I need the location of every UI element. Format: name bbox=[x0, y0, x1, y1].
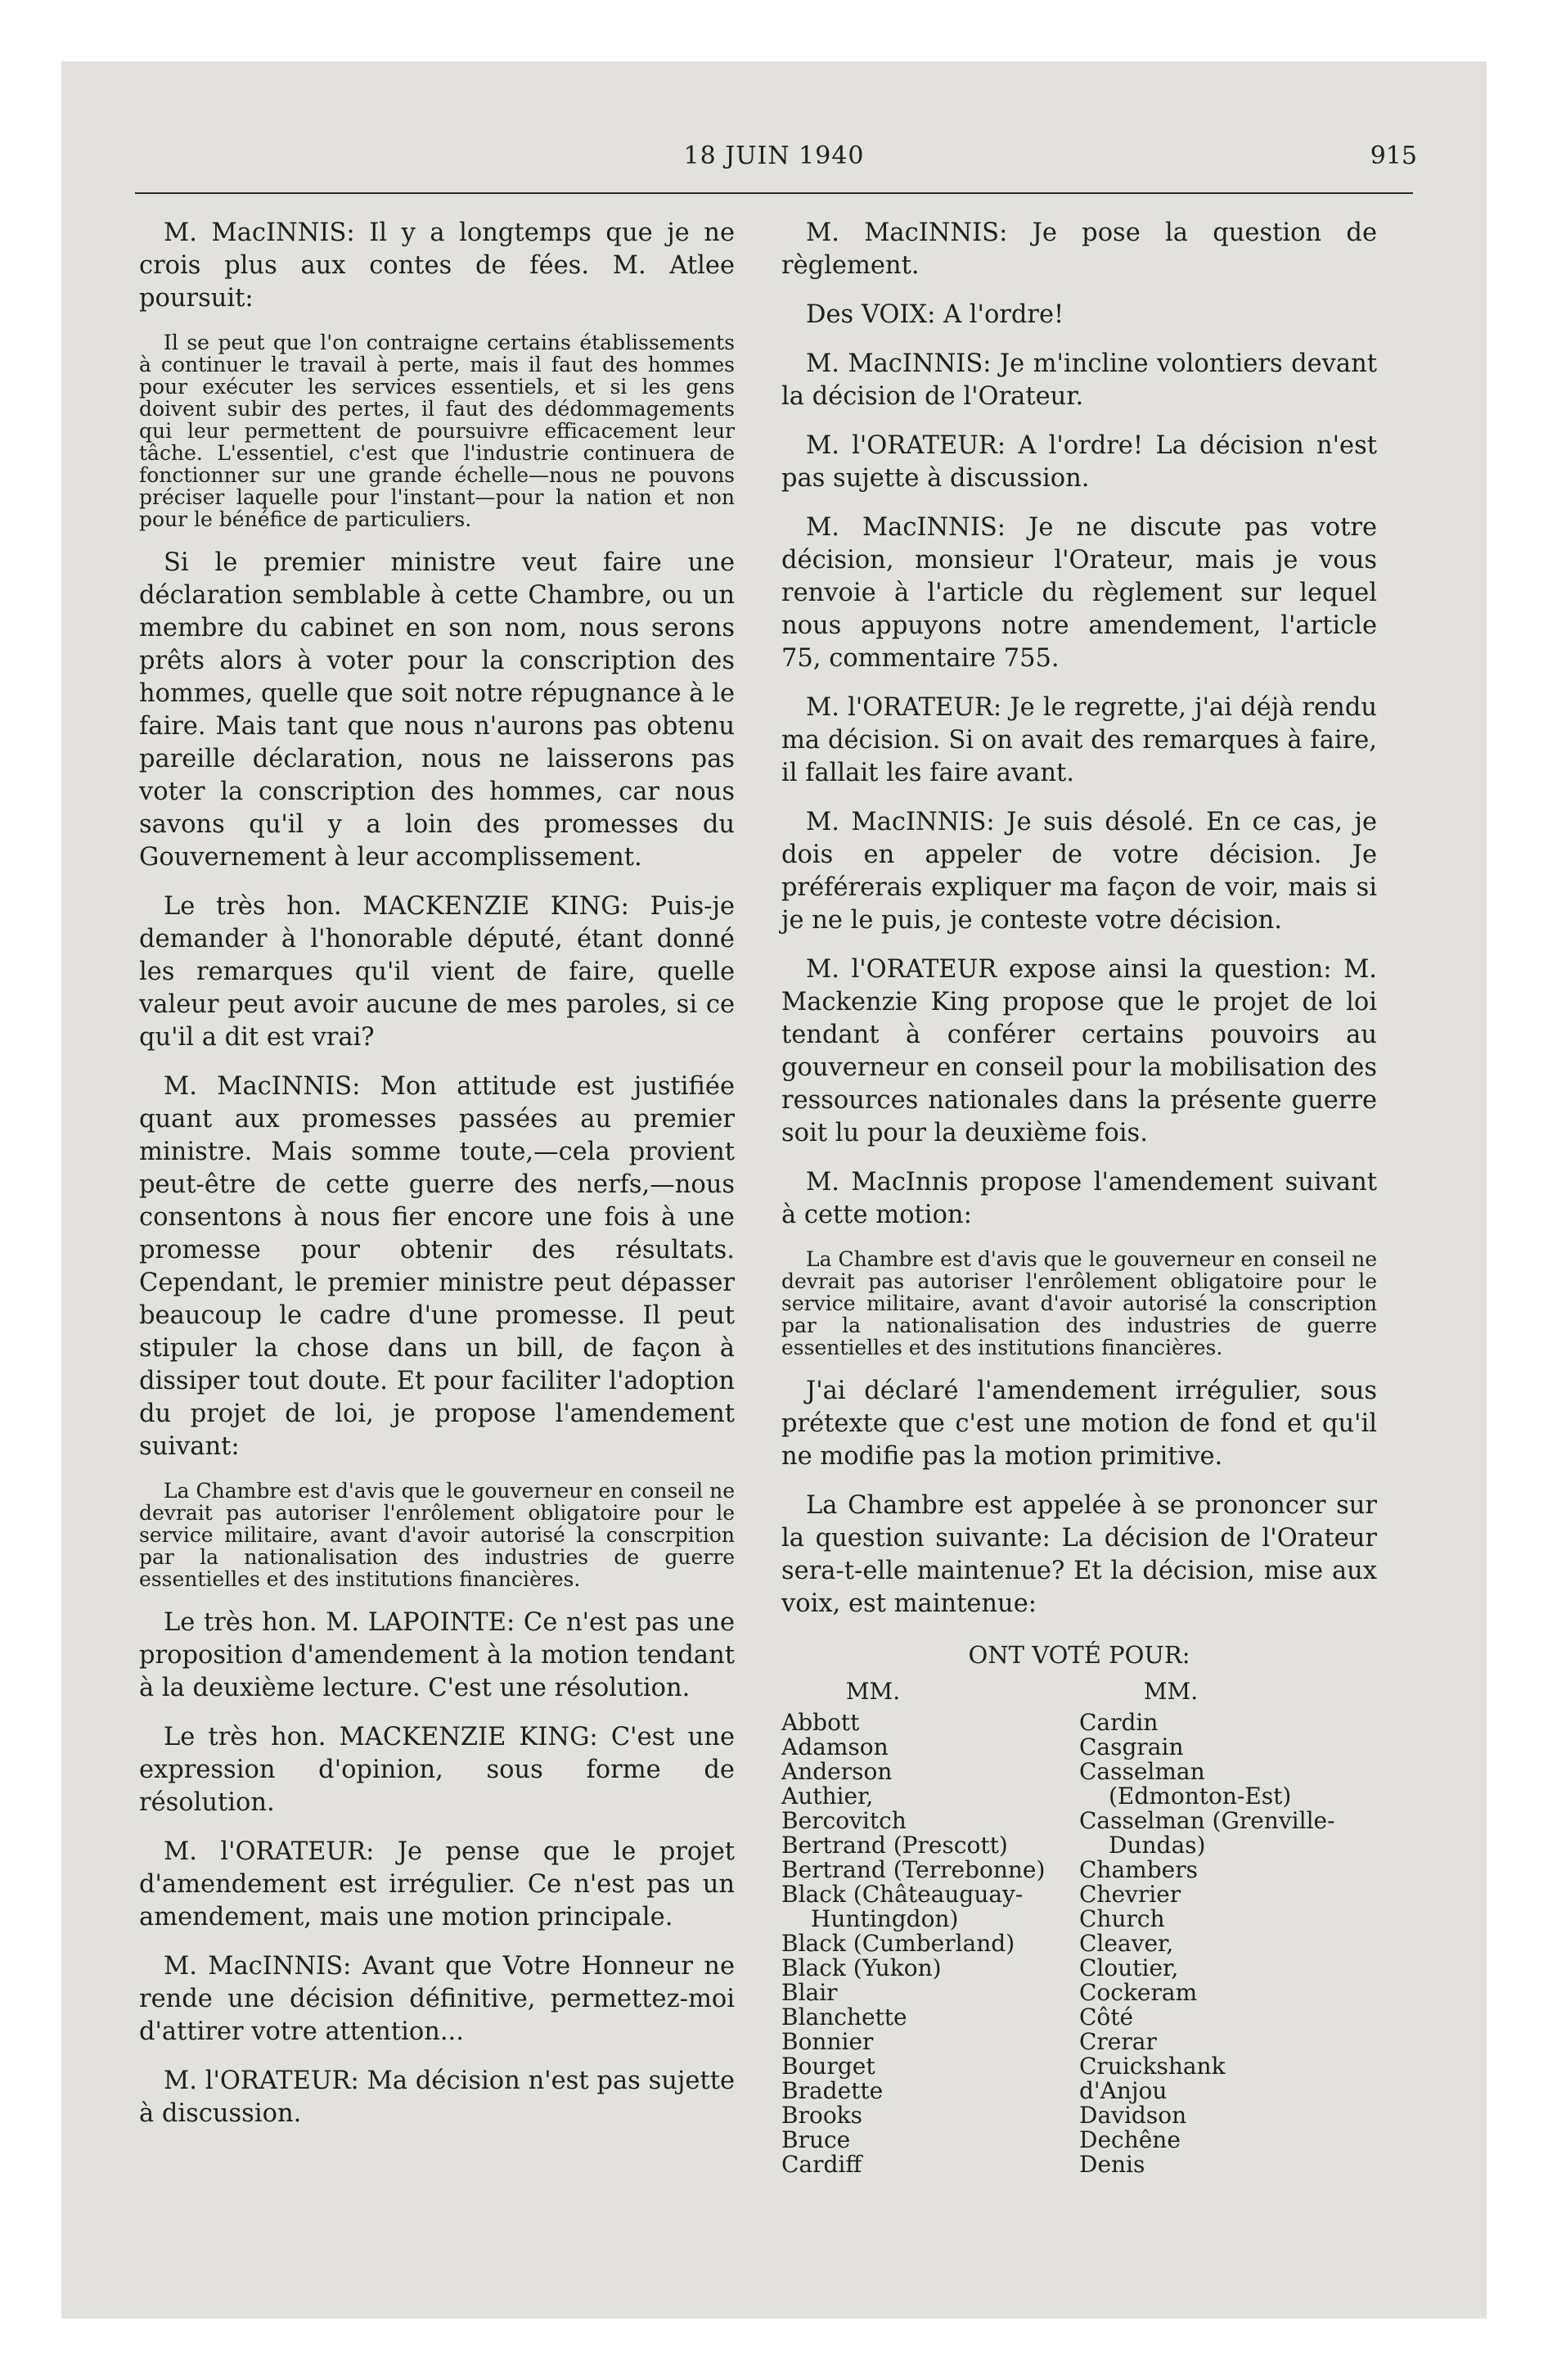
member-name: Bertrand (Terrebonne) bbox=[781, 1856, 1046, 1883]
paragraph: M. MacInnis propose l'amendement suivant à cette motion: bbox=[781, 1168, 1377, 1229]
member-name: Church bbox=[1079, 1905, 1165, 1932]
member-name: Davidson bbox=[1079, 2102, 1187, 2129]
paragraph: M. l'ORATEUR expose ainsi la question: M. Mackenzie King propose que le projet de loi tendant à conférer certains pouvoirs au gouverneur en conseil pour la mobilisation des ressources nationales dans la présente guerre soit lu pour la deuxième fois. bbox=[781, 955, 1377, 1147]
vote-column-1 bbox=[781, 1679, 1079, 2177]
member-name: Casselman (Grenville- bbox=[1079, 1807, 1335, 1834]
left-column bbox=[139, 217, 735, 2147]
block-quote: Il se peut que l'on contraigne certains établissements à continuer le travail à perte, mais il faut des hommes pour exécuter les services essentiels, et si les gens doivent subir des pertes, il faut des dédommagements qui leur permettent de poursuivre efficacement leur tâche. L'essentiel, c'est que l'industrie continuera de fonctionner sur une grande échelle—nous ne pouvons préciser laquelle pour l'instant—pour la nation et non pour le bénéfice de particuliers. bbox=[139, 331, 735, 531]
member-name: Anderson bbox=[781, 1758, 893, 1785]
paragraph: Le très hon. M. LAPOINTE: Ce n'est pas une proposition d'amendement à la motion tendant à la deuxième lecture. C'est une résolution. bbox=[139, 1608, 735, 1702]
paragraph: J'ai déclaré l'amendement irrégulier, sous prétexte que c'est une motion de fond et qu'il ne modifie pas la motion primitive. bbox=[781, 1377, 1377, 1471]
vote-list bbox=[781, 1679, 1377, 2177]
member-name: Cruickshank bbox=[1079, 2053, 1226, 2080]
paragraph: M. MacINNIS: Mon attitude est justifiée quant aux promesses passées au premier ministre. Mais somme toute,—cela provient peut-être de cette guerre des nerfs,—nous consentons à nous fier encore une fois à une promesse pour obtenir des résultats. Cependant, le premier ministre peut dépasser beaucoup le cadre d'une promesse. Il peut stipuler la chose dans un bill, de façon à dissiper tout doute. Et pour faciliter l'adoption du projet de loi, je propose l'amendement suivant: bbox=[139, 1072, 735, 1461]
member-name: Black (Cumberland) bbox=[781, 1930, 1015, 1957]
member-name: (Edmonton-Est) bbox=[1109, 1783, 1292, 1810]
member-name: Dundas) bbox=[1109, 1832, 1206, 1859]
paragraph: Des VOIX: A l'ordre! bbox=[806, 300, 1064, 329]
member-name: Casselman bbox=[1079, 1758, 1205, 1785]
member-name: Huntingdon) bbox=[811, 1905, 959, 1932]
paragraph: M. l'ORATEUR: A l'ordre! La décision n'est pas sujette à discussion. bbox=[781, 431, 1377, 493]
page-number: 915 bbox=[1370, 142, 1417, 170]
paragraph: M. MacINNIS: Je ne discute pas votre décision, monsieur l'Orateur, mais je vous renvoie à l'article du règlement sur lequel nous appuyons notre amendement, l'article 75, commentaire 755. bbox=[781, 513, 1377, 673]
member-name: Cardin bbox=[1079, 1709, 1159, 1736]
member-name: Blanchette bbox=[781, 2004, 907, 2031]
member-name: Cloutier, bbox=[1079, 1954, 1179, 1981]
vote-column-header: MM. bbox=[845, 1678, 901, 1705]
member-name: Chevrier bbox=[1079, 1881, 1181, 1908]
member-name: Bradette bbox=[781, 2077, 884, 2104]
paragraph: Le très hon. MACKENZIE KING: Puis-je demander à l'honorable député, étant donné les remarques qu'il vient de faire, quelle valeur peut avoir aucune de mes paroles, si ce qu'il a dit est vrai? bbox=[139, 892, 735, 1052]
paragraph: M. MacINNIS: Je suis désolé. En ce cas, je dois en appeler de votre décision. Je préférerais expliquer ma façon de voir, mais si je ne le puis, je conteste votre décision. bbox=[781, 808, 1377, 935]
member-name: Blair bbox=[781, 1979, 838, 2006]
paragraph: M. l'ORATEUR: Ma décision n'est pas sujette à discussion. bbox=[139, 2067, 735, 2128]
member-name: Cardiff bbox=[781, 2151, 862, 2178]
member-name: Bruce bbox=[781, 2126, 851, 2153]
vote-column-2 bbox=[1079, 1679, 1377, 2177]
member-name: Bertrand (Prescott) bbox=[781, 1832, 1008, 1859]
member-name: Côté bbox=[1079, 2004, 1134, 2031]
member-name: Authier, bbox=[781, 1783, 874, 1810]
paragraph: M. MacINNIS: Je m'incline volontiers devant la décision de l'Orateur. bbox=[781, 349, 1377, 411]
paragraph: Le très hon. MACKENZIE KING: C'est une expression d'opinion, sous forme de résolution. bbox=[139, 1723, 735, 1817]
paragraph: M. l'ORATEUR: Je pense que le projet d'amendement est irrégulier. Ce n'est pas un amendement, mais une motion principale. bbox=[139, 1837, 735, 1931]
vote-heading: ONT VOTÉ POUR: bbox=[968, 1641, 1190, 1669]
member-name: Black (Châteauguay- bbox=[781, 1881, 1024, 1908]
paragraph: La Chambre est appelée à se prononcer sur la question suivante: La décision de l'Orateur sera-t-elle maintenue? Et la décision, mise aux voix, est maintenue: bbox=[781, 1491, 1377, 1618]
member-name: Bonnier bbox=[781, 2028, 874, 2055]
member-name: Chambers bbox=[1079, 1856, 1198, 1883]
member-name: Dechêne bbox=[1079, 2126, 1181, 2153]
member-name: Adamson bbox=[781, 1733, 889, 1760]
header-rule bbox=[135, 192, 1413, 194]
member-name: Cleaver, bbox=[1079, 1930, 1174, 1957]
member-name: Bercovitch bbox=[781, 1807, 907, 1834]
block-quote: La Chambre est d'avis que le gouverneur en conseil ne devrait pas autoriser l'enrôlement obligatoire pour le service militaire, avant d'avoir autorisé la conscrpition par la nationalisation des industries de guerre essentielles et des institutions financières. bbox=[139, 1479, 735, 1591]
paragraph: M. MacINNIS: Avant que Votre Honneur ne rende une décision définitive, permettez-moi d'attirer votre attention... bbox=[139, 1952, 735, 2046]
member-name: Casgrain bbox=[1079, 1733, 1184, 1760]
member-name: Bourget bbox=[781, 2053, 875, 2080]
member-name: Black (Yukon) bbox=[781, 1954, 942, 1981]
right-column bbox=[781, 217, 1377, 2177]
vote-column-header: MM. bbox=[1143, 1678, 1199, 1705]
page-date: 18 JUIN 1940 bbox=[683, 142, 865, 170]
paragraph: Si le premier ministre veut faire une déclaration semblable à cette Chambre, ou un membre du cabinet en son nom, nous serons prêts alors à voter pour la conscription des hommes, quelle que soit notre répugnance à le faire. Mais tant que nous n'aurons pas obtenu pareille déclaration, nous ne laisserons pas voter la conscription des hommes, car nous savons qu'il y a loin des promesses du Gouvernement à leur accomplissement. bbox=[139, 548, 735, 872]
block-quote: La Chambre est d'avis que le gouverneur en conseil ne devrait pas autoriser l'enrôlement obligatoire pour le service militaire, avant d'avoir autorisé la conscription par la nationalisation des industries de guerre essentielles et des institutions financières. bbox=[781, 1247, 1377, 1359]
paragraph: M. l'ORATEUR: Je le regrette, j'ai déjà rendu ma décision. Si on avait des remarques à faire, il fallait les faire avant. bbox=[781, 693, 1377, 787]
member-name: Brooks bbox=[781, 2102, 863, 2129]
member-name: Cockeram bbox=[1079, 1979, 1198, 2006]
member-name: Denis bbox=[1079, 2151, 1145, 2178]
page bbox=[61, 61, 1487, 2319]
paragraph: M. MacINNIS: Je pose la question de règlement. bbox=[781, 219, 1377, 280]
member-name: Abbott bbox=[781, 1709, 860, 1736]
paragraph: M. MacINNIS: Il y a longtemps que je ne crois plus aux contes de fées. M. Atlee poursuit: bbox=[139, 219, 735, 313]
member-name: d'Anjou bbox=[1079, 2077, 1168, 2104]
member-name: Crerar bbox=[1079, 2028, 1157, 2055]
